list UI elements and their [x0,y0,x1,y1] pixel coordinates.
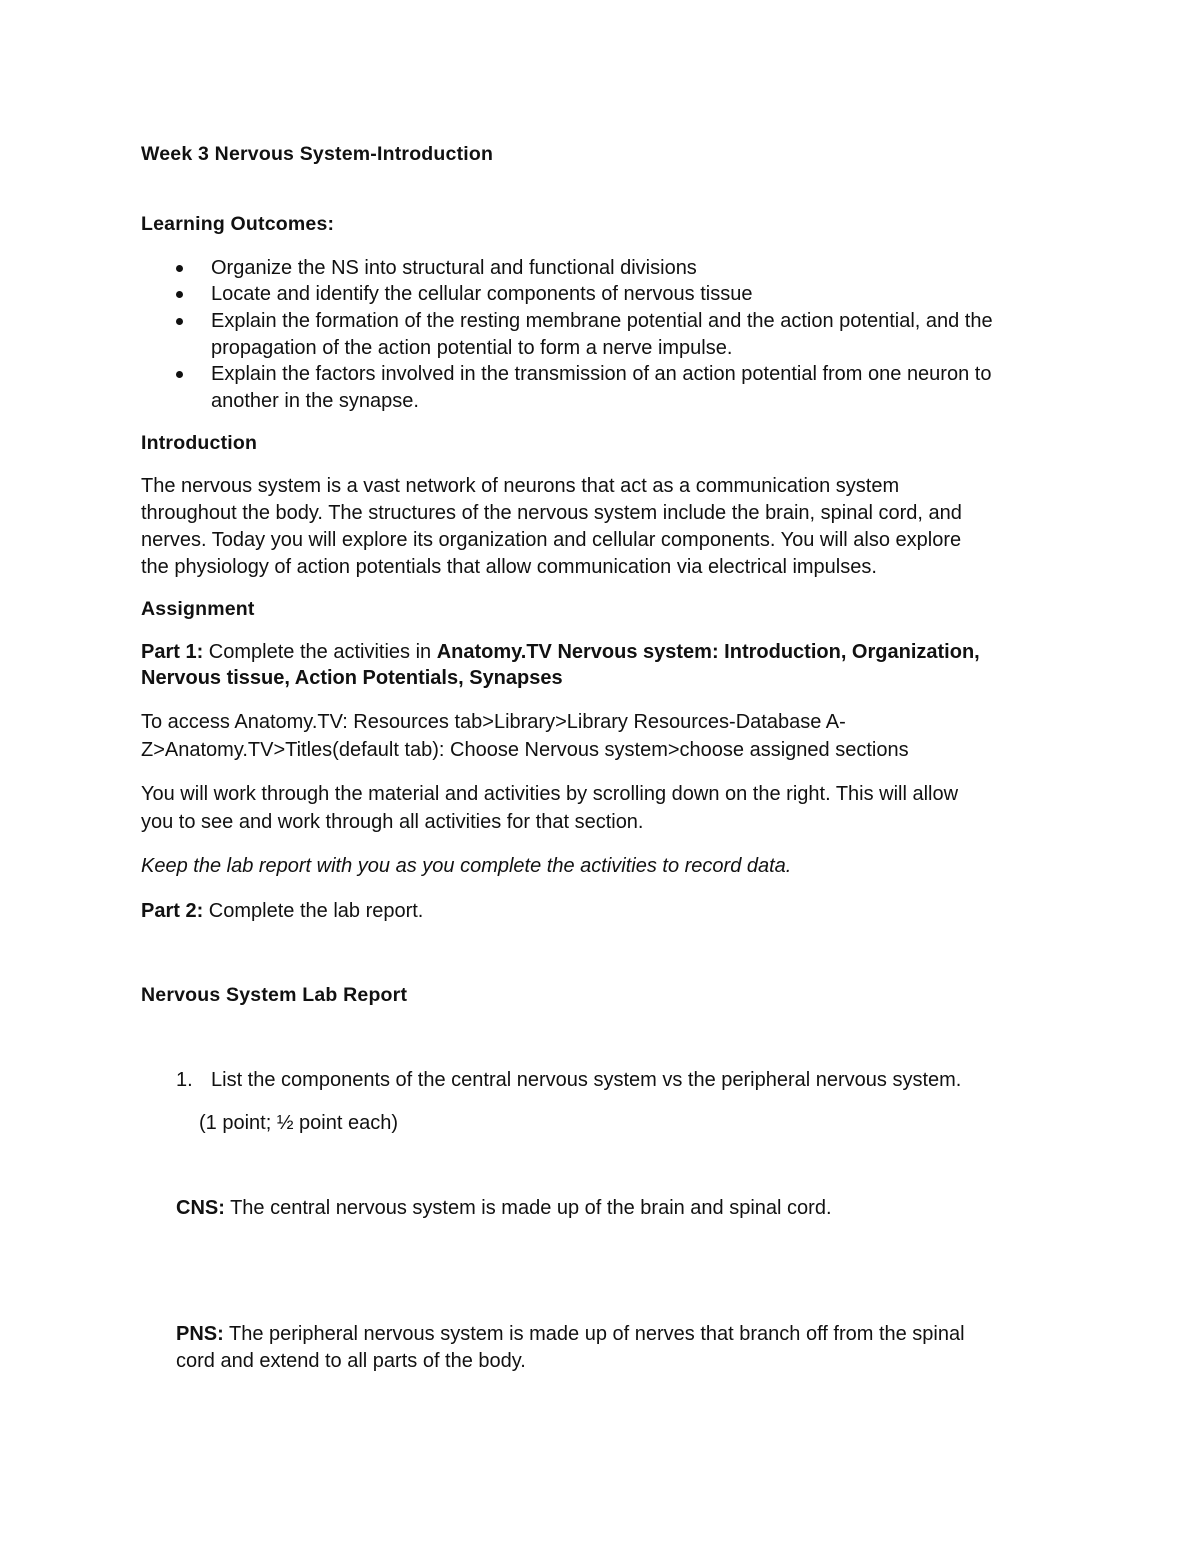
question-1-text: List the components of the central nervous system vs the peripheral nervous system. [211,1069,962,1091]
part2-label: Part 2: [141,900,204,922]
outcome-item-2: Locate and identify the cellular components of nervous tissue [211,283,753,305]
part1-label: Part 1: [141,641,204,663]
introduction-line-1: The nervous system is a vast network of neurons that act as a communication system [141,475,900,497]
access-line-1: To access Anatomy.TV: Resources tab>Library>Library Resources-Database A- [141,711,846,733]
pns-label: PNS: [176,1323,224,1345]
cns-answer [176,1195,832,1222]
pns-text: The peripheral nervous system is made up of nerves that branch off from the spinal [223,1323,965,1345]
question-1-number: 1. [176,1069,193,1091]
question-1-points: (1 point; ½ point each) [199,1112,399,1134]
bullet-icon [176,371,183,378]
pns-answer-line-1 [176,1321,965,1348]
access-line-2: Z>Anatomy.TV>Titles(default tab): Choose Nervous system>choose assigned sections [141,739,909,761]
outcome-item-4-line-1: Explain the factors involved in the transmission of an action potential from one neuron to [211,363,992,385]
part1-line-1 [141,639,980,666]
assignment-heading: Assignment [141,598,255,620]
bullet-icon [176,318,183,325]
introduction-heading: Introduction [141,432,258,454]
part1-text: Complete the activities in [203,641,437,663]
document-title: Week 3 Nervous System-Introduction [141,143,494,165]
part2-text: Complete the lab report. [203,900,424,922]
pns-answer-line-2: cord and extend to all parts of the body. [176,1350,526,1372]
bullet-icon [176,265,183,272]
work-line-2: you to see and work through all activities for that section. [141,811,644,833]
introduction-line-3: nerves. Today you will explore its organization and cellular components. You will also explore [141,529,962,551]
introduction-line-4: the physiology of action potentials that allow communication via electrical impulses. [141,556,877,578]
bullet-icon [176,291,183,298]
introduction-line-2: throughout the body. The structures of the nervous system include the brain, spinal cord, and [141,502,962,524]
cns-text: The central nervous system is made up of the brain and spinal cord. [224,1197,832,1219]
keep-lab-report-note: Keep the lab report with you as you complete the activities to record data. [141,855,792,877]
part1-bold-line-2: Nervous tissue, Action Potentials, Synapses [141,667,563,689]
outcome-item-3-line-2: propagation of the action potential to form a nerve impulse. [211,337,733,359]
part1-bold-title: Anatomy.TV Nervous system: Introduction, Organization, [436,641,980,663]
outcome-item-3-line-1: Explain the formation of the resting membrane potential and the action potential, and the [211,310,993,332]
part2-line [141,898,423,925]
outcome-item-4-line-2: another in the synapse. [211,390,419,412]
cns-label: CNS: [176,1197,225,1219]
work-line-1: You will work through the material and activities by scrolling down on the right. This will allow [141,783,959,805]
outcome-item-1: Organize the NS into structural and functional divisions [211,257,697,279]
learning-outcomes-heading: Learning Outcomes: [141,213,335,235]
lab-report-heading: Nervous System Lab Report [141,984,408,1006]
